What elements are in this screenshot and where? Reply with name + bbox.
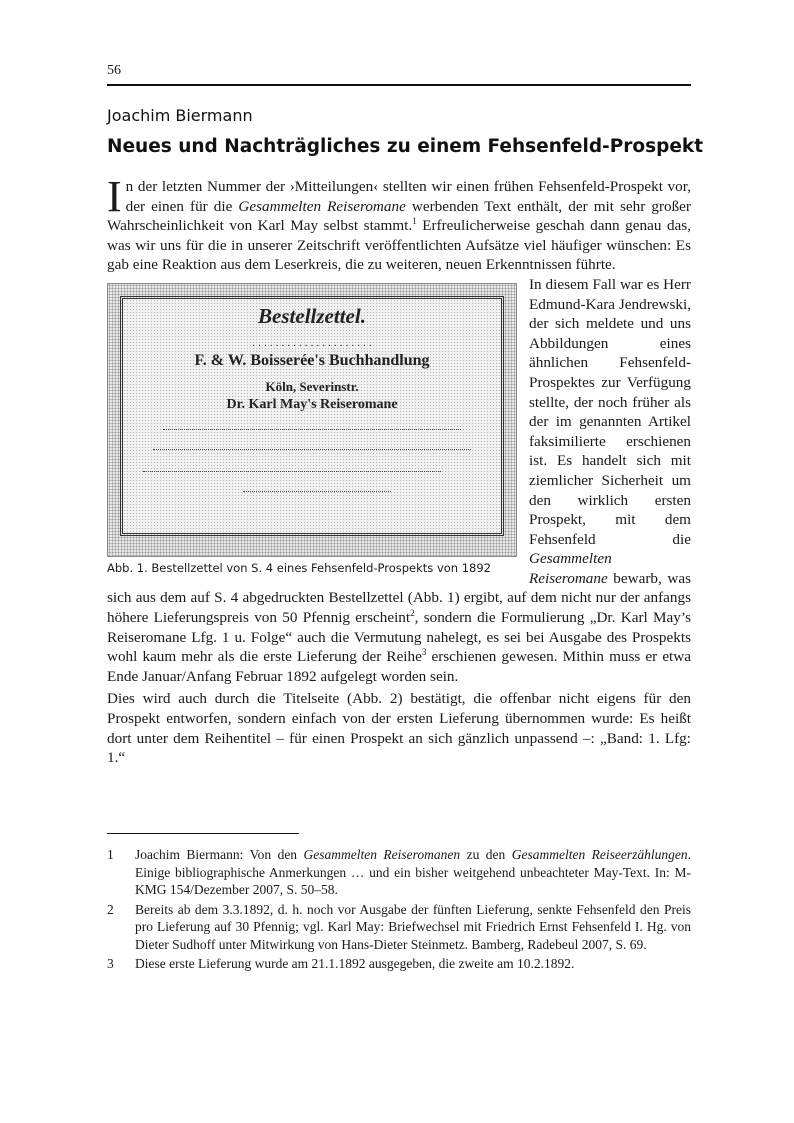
article-body <box>107 172 691 768</box>
footnote-ref-2[interactable]: 2 <box>410 608 415 618</box>
header-rule <box>107 84 691 86</box>
footnote-3: 3 Diese erste Lieferung wurde am 21.1.1892 ausgegeben, die zweite am 10.2.1892. <box>107 956 575 971</box>
footnote-ref-3[interactable]: 3 <box>421 647 427 658</box>
footnote-rule <box>107 833 299 834</box>
scan-bookshop: F. & W. Boisserée's Buchhandlung <box>194 351 430 369</box>
paragraph-3: Dies wird auch durch die Titelseite (Abb. 2) bestätigt, die offenbar nicht eigens für den Prospekt entworfen, sondern einfach von der ersten Lieferung übernommen wurde: Es heißt dort unter dem Reihentitel – für einen Prospekt an sich gänzlich unpassend –: „Band: 1. Lfg: 1.“ <box>107 690 691 767</box>
scan-series: Dr. Karl May's Reiseromane <box>226 396 398 412</box>
figure-1 <box>107 283 519 576</box>
scan-city: Köln, Severinstr. <box>265 378 359 394</box>
order-form-scan: Bestellzettel. · · · · · · · · · · · · · · · · · · · · · F. & W. Boisserée's Buchhandlung Köln, Severinstr. Dr. Karl May's Reiseromane <box>107 283 517 557</box>
paragraph-1: In der letzten Nummer der ›Mitteilungen‹ stellten wir einen frühen Fehsenfeld-Prospekt vor, der einen für die Gesammelten Reiseromane werbenden Text enthält, der mit sehr großer Wahrscheinlichkeit von Karl May selbst stammt.$^1$ Erfreulicherweise geschah dann genau das, was wir uns für die in unserer Zeitschrift veröffentlichten Aufsätze viel häufiger wünschen: Es gab eine Reaktion aus dem Leserkreis, die zu weiteren, neuen Erkenntnissen führte. <box>107 172 691 274</box>
page-number: 56 <box>107 63 121 78</box>
figure-caption: Abb. 1. Bestellzettel von S. 4 eines Fehsenfeld-Prospekts von 1892 <box>107 560 491 575</box>
footnotes <box>107 846 691 975</box>
footnote-1: 1 Joachim Biermann: Von den Gesammelten Reiseromanen zu den Gesammelten Reiseerzählungen. Einige bibliographische Anmerkungen … und ein bisher weitgehend unbeachteter May-Text. In: M-KMG 154/Dezember 2007, S. 50–58. <box>107 847 691 897</box>
paragraph-2: In diesem Fall war es Herr Edmund-Kara Jendrewski, der sich meldete und uns Abbildungen eines ähnlichen Fehsenfeld-Prospektes zur Verfügung stellte, der noch früher als der im genannten Artikel faksimilierte erschienen ist. Es handelt sich mit ziemlicher Sicherheit um den wirklich ersten Prospekt, mit dem Fehsenfeld die Gesammelten Reiseromane bewarb, was sich aus dem auf S. 4 abgedruckten Bestellzettel (Abb. 1) ergibt, auf dem nicht nur der anfangs höhere Lieferungspreis von 50 Pfennig erscheint$^2$, sondern die Formulierung „Dr. Karl May’s Reiseromane Lfg. 1 u. Folge“ auch die Vermutung nahelegt, es sei bei Ausgabe des Prospekts wohl kaum mehr als die erste Lieferung der Reihe$^3$ erschienen gewesen. Mithin muss er etwa Ende Januar/Anfang Februar 1892 aufgelegt worden sein. <box>107 275 691 685</box>
footnote-ref-1[interactable]: 1 <box>412 216 417 227</box>
article-author: Joachim Biermann <box>107 106 253 125</box>
drop-cap: I <box>107 172 122 221</box>
scan-heading: Bestellzettel. <box>258 303 366 328</box>
footnote-2: 2 Bereits ab dem 3.3.1892, d. h. noch vor Ausgabe der fünften Lieferung, senkte Fehsenfeld den Preis pro Lieferung auf 30 Pfennig; vgl. Karl May: Briefwechsel mit Friedrich Ernst Fehsenfeld I. Hg. von Dieter Sudhoff unter Mitwirkung von Hans-Dieter Steinmetz. Bamberg, Radebeul 2007, S. 69. <box>107 901 691 952</box>
article-title: Neues und Nachträgliches zu einem Fehsenfeld-Prospekt <box>107 136 704 157</box>
